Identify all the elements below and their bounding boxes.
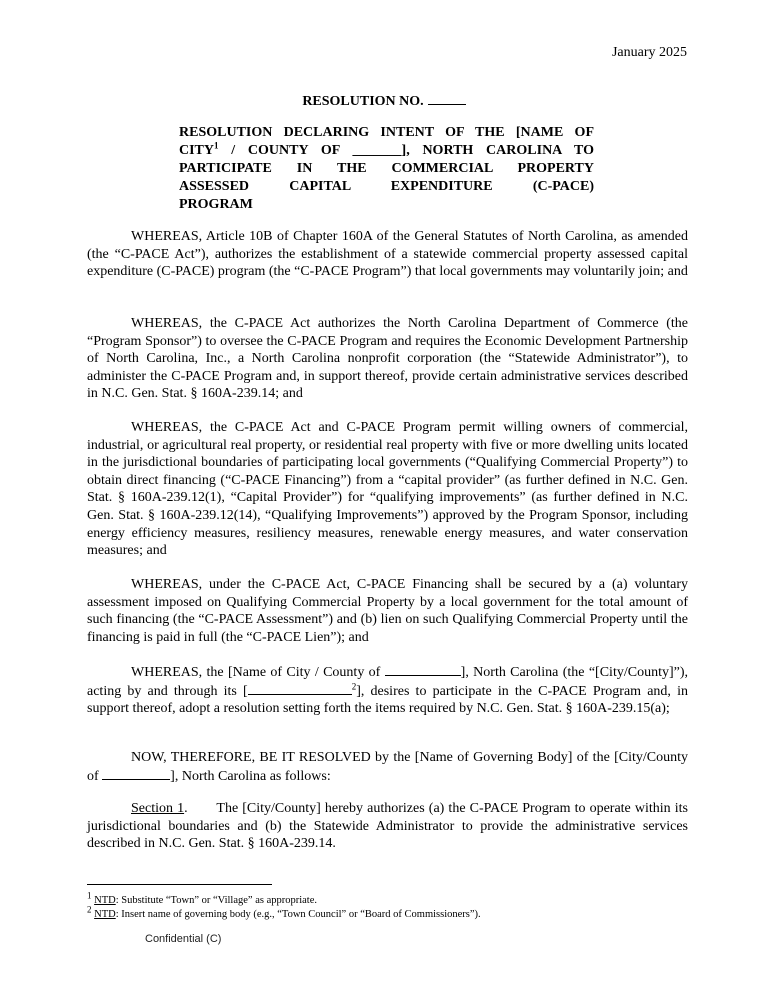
- footnote-label: NTD: [94, 895, 116, 906]
- paragraph-fragment: ], North Carolina (the “[City/County]”), acting by and through its [: [87, 665, 688, 699]
- document-date: January 2025: [611, 45, 687, 60]
- section-1-label: Section 1: [131, 801, 185, 816]
- resolution-title: [179, 124, 594, 214]
- footnote-number: 2: [87, 904, 92, 915]
- whereas-paragraph-5: [87, 663, 688, 718]
- paragraph-text: Section 1. The [City/County] hereby authorizes (a) the C-PACE Program to operate within its jurisdictional boundaries and (b) the Statewide Administrator to provide the administrative services described in N.C. Gen. Stat. § 160A-239.14.: [87, 801, 688, 852]
- resolution-number-label: RESOLUTION NO.: [302, 94, 424, 109]
- paragraph-text: WHEREAS, Article 10B of Chapter 160A of the General Statutes of North Carolina, as amended (the “C-PACE Act”), authorizes the establishment of a statewide commercial property assessed capital expenditure (C-PACE) program (the “C-PACE Program”) that local governments may voluntarily join; and: [87, 229, 688, 280]
- footnote-1: [87, 890, 707, 907]
- title-line-county: / COUNTY OF _______], NORTH CAROLINA TO: [231, 143, 594, 158]
- whereas-paragraph-2: [87, 315, 688, 403]
- paragraph-fragment: WHEREAS, the [Name of City / County of: [131, 665, 381, 680]
- footnote-ref-2: 2: [351, 680, 357, 691]
- title-line-2: [179, 142, 594, 160]
- county-name-blank: [385, 663, 461, 676]
- footnote-divider: [87, 884, 272, 885]
- paragraph-fragment: ], North Carolina as follows:: [170, 768, 331, 784]
- footnote-text: : Substitute “Town” or “Village” as appropriate.: [115, 895, 317, 906]
- resolution-number-blank: [428, 92, 466, 105]
- governing-body-blank: [248, 682, 352, 695]
- resolution-number-heading: [0, 92, 768, 110]
- footnote-number: 1: [87, 890, 92, 901]
- whereas-paragraph-3: [87, 419, 688, 560]
- section-1-paragraph: [87, 800, 688, 853]
- confidential-label: Confidential (C): [145, 933, 222, 945]
- title-line: PARTICIPATE IN THE COMMERCIAL PROPERTY: [179, 161, 594, 176]
- paragraph-text: WHEREAS, the C-PACE Act and C-PACE Program permit willing owners of commercial, industrial, or agricultural real property, or residential real property with five or more dwelling units located in the jurisdictional boundaries of participating local governments (“Qualifying Commercial Property”) to obtain direct financing (“C-PACE Financing”) from a “capital provider” (as further defined in N.C. Gen. Stat. § 160A-239.12(1), “Capital Provider”) for “qualifying improvements” (as further defined in N.C. Gen. Stat. § 160A-239.12(14), “Qualifying Improvements”) approved by the Program Sponsor, including energy efficiency measures, resiliency measures, renewable energy measures, and water conservation measures; and: [87, 420, 688, 559]
- city-county-blank: [102, 767, 170, 780]
- title-line-city: CITY: [179, 143, 215, 158]
- paragraph-text: WHEREAS, the C-PACE Act authorizes the North Carolina Department of Commerce (the “Program Sponsor”) to oversee the C-PACE Program and requires the Economic Development Partnership of North Carolina, Inc., a North Carolina nonprofit corporation (the “Statewide Administrator”), to administer the C-PACE Program and, in support thereof, provide certain administrative services described in N.C. Gen. Stat. § 160A-239.14; and: [87, 316, 688, 402]
- paragraph-text: WHEREAS, under the C-PACE Act, C-PACE Financing shall be secured by a (a) voluntary assessment imposed on Qualifying Commercial Property by a local government for the total amount of such financing (the “C-PACE Assessment”) and (b) lien on such Qualifying Commercial Property until the financing is paid in full (the “C-PACE Lien”); and: [87, 577, 688, 645]
- resolved-paragraph: [87, 749, 688, 785]
- paragraph-fragment: NOW, THEREFORE, BE IT RESOLVED by the [Name of Governing Body] of the [City/County of: [87, 750, 688, 784]
- paragraph-fragment: ], desires to participate in the C-PACE Program and, in support thereof, adopt a resolution setting forth the items required by N.C. Gen. Stat. § 160A-239.15(a);: [87, 683, 688, 717]
- footnote-text: : Insert name of governing body (e.g., “Town Council” or “Board of Commissioners”).: [115, 909, 481, 920]
- title-line: PROGRAM: [179, 197, 253, 212]
- footnote-2: [87, 904, 707, 921]
- footnote-label: NTD: [94, 909, 116, 920]
- whereas-paragraph-4: [87, 576, 688, 646]
- title-line: RESOLUTION DECLARING INTENT OF THE [NAME OF: [179, 125, 594, 140]
- title-line: ASSESSED CAPITAL EXPENDITURE (C-PACE): [179, 179, 594, 194]
- footnote-ref-1: 1: [214, 140, 219, 151]
- section-1-text: The [City/County] hereby authorizes (a) the C-PACE Program to operate within its jurisdictional boundaries and (b) the Statewide Administrator to provide the administrative services described in N.C. Gen. Stat. § 160A-239.14.: [87, 801, 688, 852]
- whereas-paragraph-1: [87, 228, 688, 281]
- paragraph-text: [87, 663, 688, 718]
- paragraph-text: [87, 749, 688, 785]
